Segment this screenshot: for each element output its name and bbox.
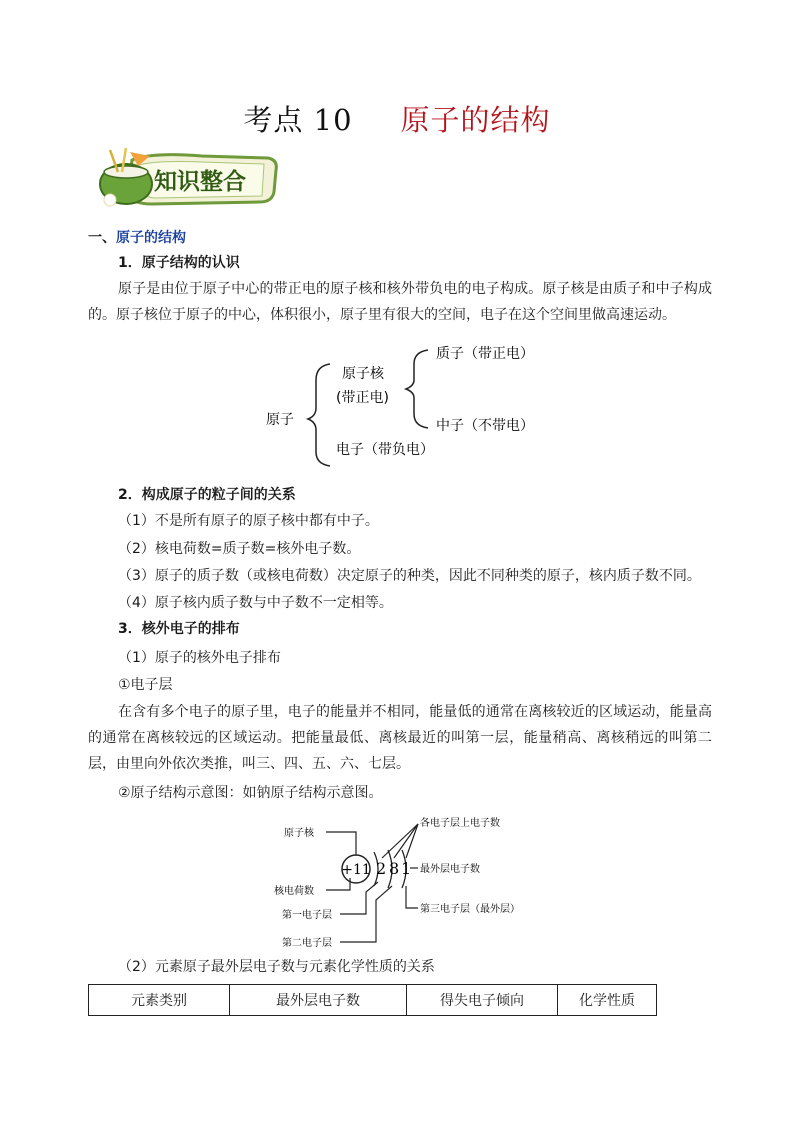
page-title xyxy=(0,98,794,139)
header-chemical-property: 化学性质 xyxy=(558,985,657,1016)
label-third-shell: 第三电子层（最外层） xyxy=(420,904,520,915)
sub3-circle-2: ②原子结构示意图：如钠原子结构示意图。 xyxy=(118,785,383,801)
sub2-item-2: （2）核电荷数=质子数=核外电子数。 xyxy=(118,541,361,557)
element-properties-table xyxy=(88,984,657,1016)
section1-prefix: 一、 xyxy=(88,230,116,246)
shell-2-count: 8 xyxy=(389,859,400,878)
big-brace xyxy=(308,364,330,466)
badge-label: 知识整合 xyxy=(154,169,246,195)
sub2-heading: 2．构成原子的粒子间的关系 xyxy=(118,487,296,503)
sub1-heading: 1．原子结构的认识 xyxy=(118,255,240,271)
title-number: 考点 10 xyxy=(243,103,353,137)
header-electron-tendency: 得失电子倾向 xyxy=(407,985,558,1016)
shell-1-count: 2 xyxy=(376,859,387,878)
label-second-shell: 第二电子层 xyxy=(282,938,332,949)
knowledge-badge xyxy=(92,148,282,208)
nucleus-charge: +11 xyxy=(341,862,371,878)
sodium-atom-diagram xyxy=(270,812,530,954)
tree-electron: 电子（带负电） xyxy=(336,442,434,458)
label-outer-count: 最外层电子数 xyxy=(420,864,480,875)
tree-nucleus: 原子核 xyxy=(342,366,384,382)
atom-composition-diagram xyxy=(250,340,570,470)
coconut-drink-icon xyxy=(100,148,152,206)
sub3-item-1: （1）原子的核外电子排布 xyxy=(118,650,281,666)
sub1-paragraph: 原子是由位于原子中心的带正电的原子核和核外带负电的电子构成。原子核是由质子和中子构成的。原子核位于原子的中心，体积很小，原子里有很大的空间，电子在这个空间里做高速运动。 xyxy=(88,281,712,323)
label-nucleus: 原子核 xyxy=(284,828,314,839)
small-brace xyxy=(406,350,428,428)
sub2-item-1: （1）不是所有原子的原子核中都有中子。 xyxy=(118,513,379,529)
sub2-item-3: （3）原子的质子数（或核电荷数）决定原子的种类，因此不同种类的原子，核内质子数不同。 xyxy=(118,568,701,584)
shell-3-count: 1 xyxy=(401,859,412,878)
sub3-paragraph: 在含有多个电子的原子里，电子的能量并不相同，能量低的通常在离核较近的区域运动，能量高的通常在离核较远的区域运动。把能量最低、离核最近的叫第一层，能量稍高、离核稍远的叫第二层，由里向外依次类推，叫三、四、五、六、七层。 xyxy=(88,704,712,772)
section1-heading xyxy=(88,227,186,247)
tree-nucleus-charge: (带正电) xyxy=(336,390,389,406)
label-each-shell: 各电子层上电子数 xyxy=(420,818,500,829)
sub3-heading: 3．核外电子的排布 xyxy=(118,621,240,637)
label-first-shell: 第一电子层 xyxy=(282,910,332,921)
sub2-item-4: （4）原子核内质子数与中子数不一定相等。 xyxy=(118,595,393,611)
section1-title: 原子的结构 xyxy=(116,230,186,246)
title-topic: 原子的结构 xyxy=(400,103,551,137)
header-outer-electrons: 最外层电子数 xyxy=(230,985,407,1016)
label-charge: 核电荷数 xyxy=(274,886,314,897)
tree-neutron: 中子（不带电） xyxy=(436,418,534,434)
sub3-item-2: （2）元素原子最外层电子数与元素化学性质的关系 xyxy=(118,959,435,975)
tree-root: 原子 xyxy=(266,412,294,428)
header-element-category: 元素类别 xyxy=(89,985,230,1016)
tree-proton: 质子（带正电） xyxy=(436,346,534,362)
table-header-row xyxy=(89,985,657,1016)
sub3-circle-1: ①电子层 xyxy=(118,677,173,693)
